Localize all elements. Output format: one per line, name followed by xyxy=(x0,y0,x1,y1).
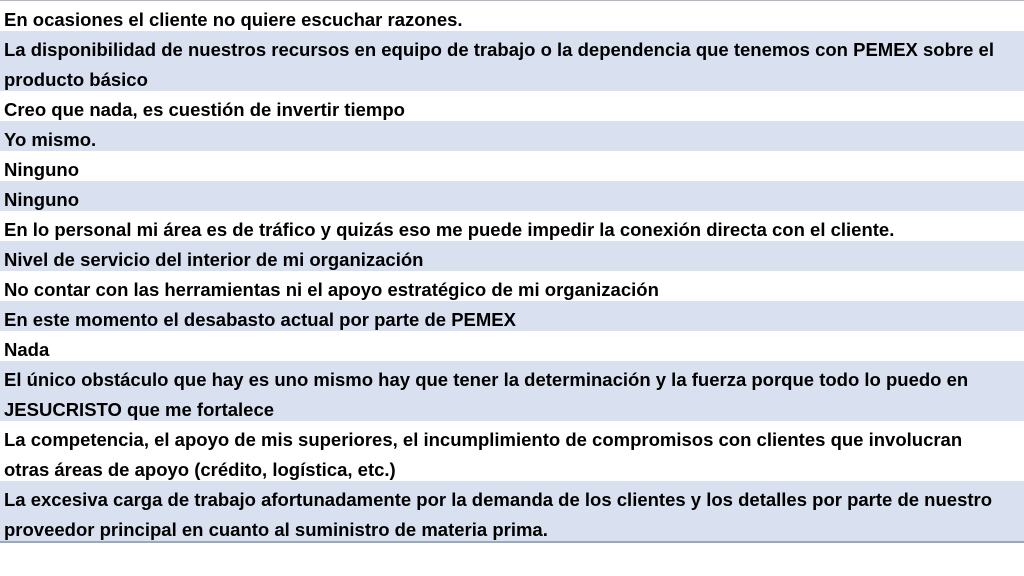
row-text: La competencia, el apoyo de mis superiores, el incumplimiento de compromisos con clientes que involucran otras áreas de apoyo (crédito, logística, etc.) xyxy=(4,429,963,480)
row-text: En lo personal mi área es de tráfico y quizás eso me puede impedir la conexión directa con el cliente. xyxy=(4,219,895,240)
row-text: Nivel de servicio del interior de mi organización xyxy=(4,249,424,270)
row-text: Nada xyxy=(4,339,50,360)
row-text: Ninguno xyxy=(4,189,80,210)
table-row xyxy=(0,121,1024,151)
table-row xyxy=(0,481,1024,541)
table-row xyxy=(0,421,1024,481)
table-row xyxy=(0,31,1024,91)
row-text: El único obstáculo que hay es uno mismo hay que tener la determinación y la fuerza porque todo lo puedo en JESUCRISTO que me fortalece xyxy=(4,369,969,420)
table-row xyxy=(0,271,1024,301)
table-row xyxy=(0,361,1024,421)
row-text: En ocasiones el cliente no quiere escuchar razones. xyxy=(4,9,463,30)
row-text: Yo mismo. xyxy=(4,129,97,150)
row-text: Ninguno xyxy=(4,159,80,180)
row-text: La disponibilidad de nuestros recursos en equipo de trabajo o la dependencia que tenemos con PEMEX sobre el producto básico xyxy=(4,39,994,90)
table-row xyxy=(0,181,1024,211)
row-text: La excesiva carga de trabajo afortunadamente por la demanda de los clientes y los detalles por parte de nuestro proveedor principal en cuanto al suministro de materia prima. xyxy=(4,489,993,540)
table-row xyxy=(0,241,1024,271)
row-text: En este momento el desabasto actual por parte de PEMEX xyxy=(4,309,516,330)
table-row xyxy=(0,331,1024,361)
table-row xyxy=(0,91,1024,121)
row-text: Creo que nada, es cuestión de invertir tiempo xyxy=(4,99,405,120)
table-row xyxy=(0,1,1024,31)
table-row xyxy=(0,301,1024,331)
table-row xyxy=(0,151,1024,181)
table-row xyxy=(0,211,1024,241)
row-text: No contar con las herramientas ni el apoyo estratégico de mi organización xyxy=(4,279,659,300)
